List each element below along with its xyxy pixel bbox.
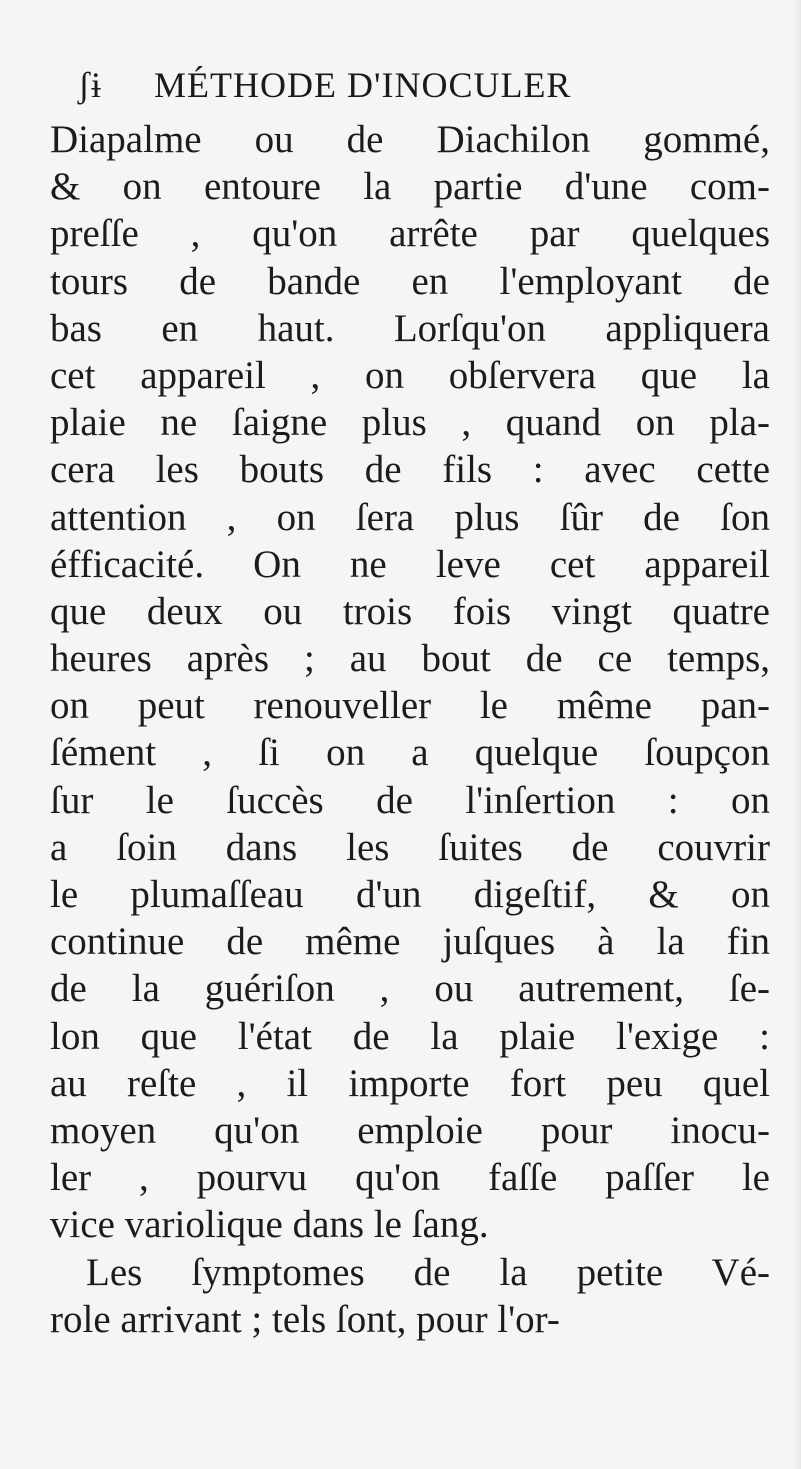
text-line: tours de bande en l'employant de bbox=[50, 259, 770, 303]
text-line: vice variolique dans le ſang. bbox=[50, 1203, 489, 1247]
text-line: moyen qu'on emploie pour inocu- bbox=[50, 1108, 770, 1152]
text-line: attention , on ſera plus ſûr de ſon bbox=[50, 495, 770, 539]
text-line: plaie ne ſaigne plus , quand on pla- bbox=[50, 401, 770, 445]
text-line: a ſoin dans les ſuites de couvrir bbox=[50, 825, 770, 869]
text-line: & on entoure la partie d'une com- bbox=[50, 165, 770, 209]
text-line: preſſe , qu'on arrête par quelques bbox=[50, 212, 770, 256]
page-edge-shadow bbox=[793, 0, 801, 1469]
text-line: lon que l'état de la plaie l'exige : bbox=[50, 1014, 770, 1058]
text-line: bas en haut. Lorſqu'on appliquera bbox=[50, 306, 770, 350]
text-line: le plumaſſeau d'un digeſtif, & on bbox=[50, 873, 770, 916]
text-line: au reſte , il importe fort peu quel bbox=[50, 1061, 770, 1105]
text-line: cera les bouts de fils : avec cette bbox=[50, 448, 770, 492]
text-line: role arrivant ; tels ſont, pour l'or- bbox=[50, 1297, 560, 1341]
text-line: heures après ; au bout de ce temps, bbox=[50, 637, 770, 681]
text-line: cet appareil , on obſervera que la bbox=[50, 353, 770, 397]
text-line: ſur le ſuccès de l'inſertion : on bbox=[50, 778, 770, 822]
text-line: continue de même juſques à la fin bbox=[50, 920, 770, 964]
text-line: Les ſymptomes de la petite Vé- bbox=[86, 1250, 770, 1294]
page-number: ʃɨ bbox=[78, 65, 102, 105]
text-line: éfficacité. On ne leve cet appareil bbox=[50, 542, 770, 586]
text-line: ler , pourvu qu'on faſſe paſſer le bbox=[50, 1156, 770, 1200]
text-line: Diapalme ou de Diachilon gommé, bbox=[50, 118, 770, 161]
text-line: on peut renouveller le même pan- bbox=[50, 684, 770, 728]
running-head bbox=[78, 64, 571, 106]
running-title: MÉTHODE D'INOCULER bbox=[154, 65, 572, 105]
text-line: ſément , ſi on a quelque ſoupçon bbox=[50, 731, 770, 775]
body-text bbox=[50, 116, 770, 1343]
text-line: que deux ou trois fois vingt quatre bbox=[50, 589, 770, 633]
text-line: de la guériſon , ou autrement, ſe- bbox=[50, 967, 770, 1011]
